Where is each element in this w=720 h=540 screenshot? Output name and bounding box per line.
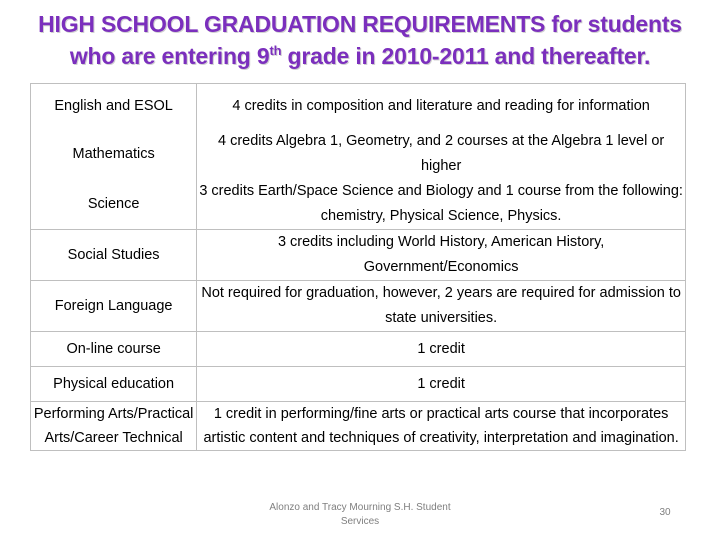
title-line-1: HIGH SCHOOL GRADUATION REQUIREMENTS for students bbox=[38, 11, 682, 37]
requirement-cell: Not required for graduation, however, 2 years are required for admission to state universities. bbox=[197, 281, 686, 332]
requirement-cell: 1 credit bbox=[197, 332, 686, 367]
subject-cell: Performing Arts/Practical Arts/Career Technical bbox=[31, 402, 197, 451]
requirements-table bbox=[30, 83, 686, 451]
subject-cell: Science bbox=[31, 179, 197, 230]
title-line-2 bbox=[0, 40, 720, 72]
table-row-performing-arts bbox=[31, 402, 686, 451]
title-line-2-end: grade in 2010-2011 and thereafter. bbox=[281, 43, 651, 69]
table-row-online-course bbox=[31, 332, 686, 367]
requirement-cell: 1 credit bbox=[197, 367, 686, 402]
table-row-physical-education bbox=[31, 367, 686, 402]
subject-cell: Foreign Language bbox=[31, 281, 197, 332]
title-line-2-start: who are entering 9 bbox=[69, 43, 270, 69]
table-row-foreign-language bbox=[31, 281, 686, 332]
requirement-cell: 3 credits including World History, American History, Government/Economics bbox=[197, 230, 686, 281]
footer-text: Alonzo and Tracy Mourning S.H. Student Services bbox=[269, 502, 451, 527]
subject-cell: English and ESOL bbox=[31, 84, 197, 130]
subject-cell: Mathematics bbox=[31, 129, 197, 179]
requirement-cell: 4 credits Algebra 1, Geometry, and 2 courses at the Algebra 1 level or higher bbox=[197, 129, 686, 179]
requirement-cell: 4 credits in composition and literature and reading for information bbox=[197, 84, 686, 130]
subject-cell: Social Studies bbox=[31, 230, 197, 281]
table-row-social-studies bbox=[31, 230, 686, 281]
page-number: 30 bbox=[659, 507, 671, 518]
subject-cell: On-line course bbox=[31, 332, 197, 367]
table-row-science bbox=[31, 179, 686, 230]
slide-title bbox=[0, 8, 720, 72]
title-superscript: th bbox=[269, 43, 282, 58]
table-row-mathematics bbox=[31, 129, 686, 179]
table-row-english bbox=[31, 84, 686, 130]
requirement-cell: 1 credit in performing/fine arts or practical arts course that incorporates artistic content and techniques of creativity, interpretation and imagination. bbox=[197, 402, 686, 451]
subject-cell: Physical education bbox=[31, 367, 197, 402]
requirement-cell: 3 credits Earth/Space Science and Biology and 1 course from the following: chemistry, Physical Science, Physics. bbox=[197, 179, 686, 230]
